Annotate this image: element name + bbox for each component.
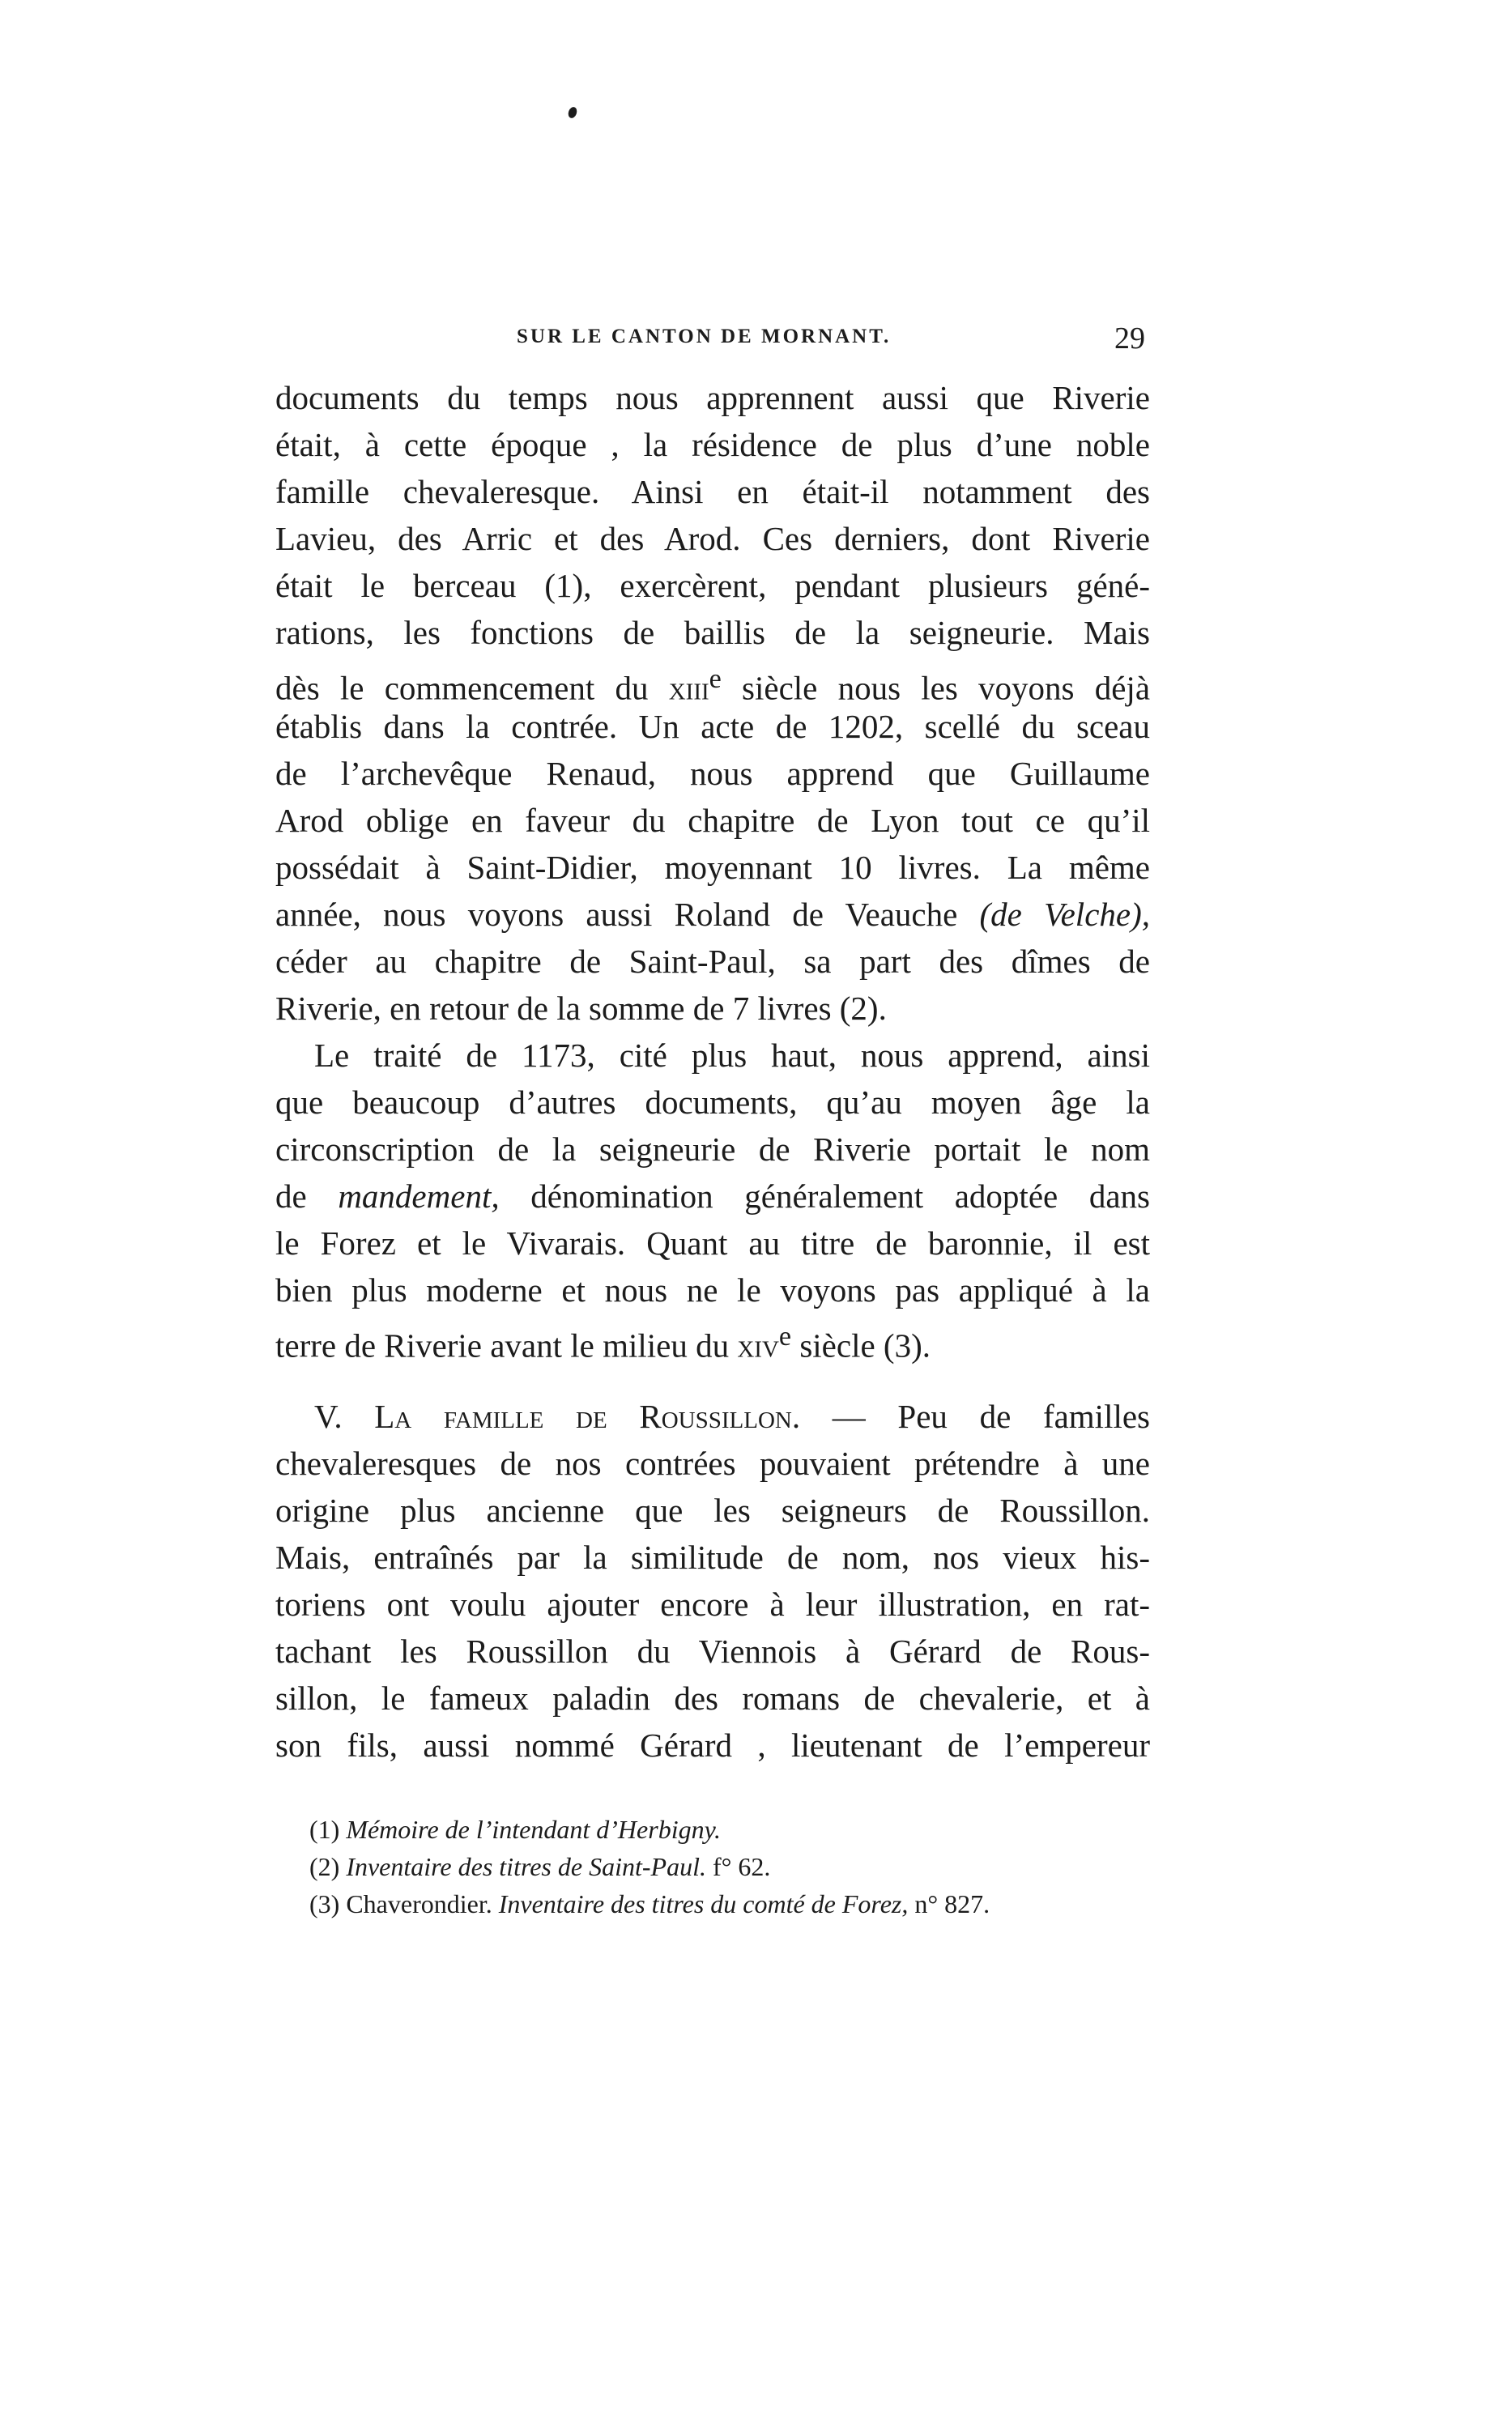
text-line: Mais, entraînés par la similitude de nom, nos vieux his- [275, 1539, 1150, 1576]
century-numeral: xiii [668, 669, 709, 707]
text-line: sillon, le fameux paladin des romans de chevalerie, et à [275, 1680, 1150, 1717]
footnote-mark: (2) [309, 1852, 340, 1881]
text-line [275, 656, 1151, 707]
page-number: 29 [1114, 321, 1145, 356]
text-line: bien plus moderne et nous ne le voyons pas appliqué à la [275, 1271, 1150, 1309]
text-line: tachant les Roussillon du Viennois à Gérard de Rous- [275, 1633, 1150, 1670]
footnote-text: Mémoire de l’intendant d’Herbigny. [346, 1815, 722, 1844]
text-line: possédait à Saint-Didier, moyennant 10 livres. La même [275, 849, 1150, 886]
text-line: Arod oblige en faveur du chapitre de Lyon tout ce qu’il [275, 802, 1150, 839]
italic-term: mandement, [338, 1177, 500, 1215]
text-line: Le traité de 1173, cité plus haut, nous apprend, ainsi [314, 1037, 1150, 1074]
text-fragment: année, nous voyons aussi Roland de Veauche [275, 896, 958, 933]
text-line: toriens ont voulu ajouter encore à leur illustration, en rat- [275, 1586, 1150, 1623]
text-line: était le berceau (1), exercèrent, pendant plusieurs géné- [275, 567, 1150, 604]
text-line: Riverie, en retour de la somme de 7 livres (2). [275, 990, 887, 1027]
text-line: son fils, aussi nommé Gérard , lieutenant de l’empereur [275, 1727, 1150, 1764]
footnote-ref: n° 827. [914, 1889, 990, 1918]
footnote-2 [309, 1848, 1135, 1885]
text-line [275, 1173, 1150, 1220]
text-fragment: dès le commencement du [275, 669, 649, 707]
text-line: établis dans la contrée. Un acte de 1202, scellé du sceau [275, 708, 1150, 745]
footnote-text: Inventaire des titres de Saint-Paul. [346, 1852, 706, 1881]
text-fragment: terre de Riverie avant le milieu du [275, 1326, 730, 1365]
footnote-mark: (1) [309, 1815, 340, 1844]
footnote-1 [309, 1811, 1135, 1848]
footnote-ref: f° 62. [712, 1852, 771, 1881]
text-line: de l’archevêque Renaud, nous apprend que Guillaume [275, 755, 1150, 792]
running-title: SUR LE CANTON DE MORNANT. [517, 326, 892, 347]
century-superscript: e [709, 664, 722, 694]
footnote-mark: (3) [309, 1889, 340, 1918]
text-line: chevaleresques de nos contrées pouvaient prétendre à une [275, 1445, 1150, 1482]
footnote-text: Inventaire des titres du comté de Forez, [498, 1889, 909, 1918]
text-line [275, 1314, 1150, 1365]
text-line: origine plus ancienne que les seigneurs de Roussillon. [275, 1492, 1150, 1529]
text-fragment: dénomination généralement adoptée dans [530, 1177, 1150, 1215]
century-numeral: xiv [737, 1326, 779, 1365]
text-line: documents du temps nous apprennent aussi que Riverie [275, 379, 1150, 416]
section-number: V. [314, 1398, 343, 1435]
text-fragment: — Peu de familles [832, 1398, 1151, 1435]
text-line: que beaucoup d’autres documents, qu’au moyen âge la [275, 1084, 1150, 1121]
section-title: La famille de Roussillon. [374, 1398, 801, 1435]
text-line [275, 891, 1150, 938]
footnote-author: Chaverondier. [346, 1889, 492, 1918]
text-line: circonscription de la seigneurie de Riverie portait le nom [275, 1130, 1150, 1168]
ink-speck [567, 106, 578, 120]
footnotes [309, 1811, 1135, 1922]
text-line: Lavieu, des Arric et des Arod. Ces derniers, dont Riverie [275, 520, 1150, 557]
century-superscript: e [778, 1322, 792, 1352]
text-fragment: de [275, 1177, 307, 1215]
text-line: était, à cette époque , la résidence de plus d’une noble [275, 426, 1150, 463]
text-line: céder au chapitre de Saint-Paul, sa part des dîmes de [275, 943, 1150, 980]
footnote-3 [309, 1885, 1135, 1922]
italic-name: (de Velche), [979, 896, 1150, 933]
text-line: famille chevaleresque. Ainsi en était-il notamment des [275, 473, 1150, 510]
section-heading-line [275, 1393, 1150, 1440]
text-line: rations, les fonctions de baillis de la seigneurie. Mais [275, 614, 1150, 651]
text-fragment: siècle (3). [799, 1326, 931, 1365]
text-line: le Forez et le Vivarais. Quant au titre de baronnie, il est [275, 1224, 1150, 1262]
text-fragment: siècle nous les voyons déjà [742, 669, 1151, 707]
body-text [275, 374, 1150, 1769]
